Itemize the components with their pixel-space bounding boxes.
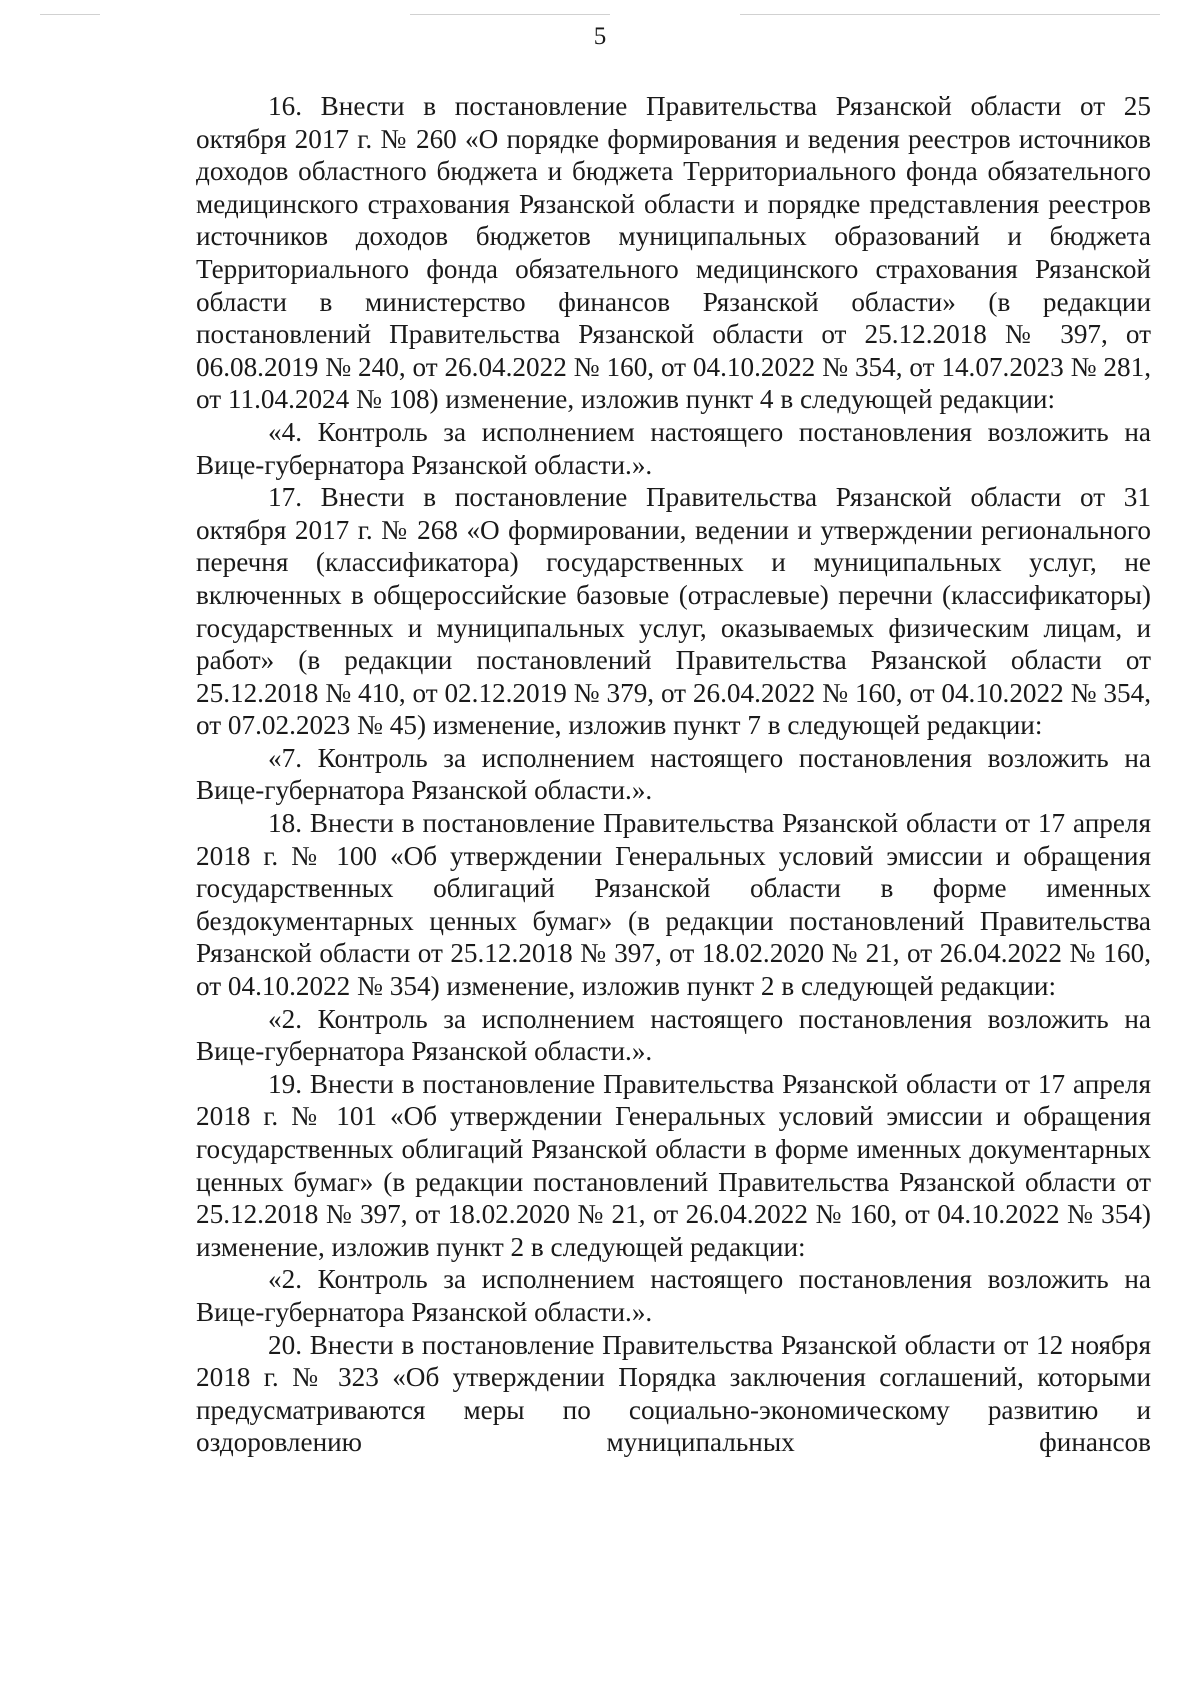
paragraph-20: 20. Внести в постановление Правительства Рязанской области от 12 ноября 2018 г. № 323 «Об утверждении Порядка заключения соглашений, которыми предусматриваются меры по социально-экономическому развитию и оздоровлению муниципальных финансов xyxy=(196,1329,1151,1458)
document-body xyxy=(196,90,1151,1459)
paragraph-19-quote: «2. Контроль за исполнением настоящего постановления возложить на Вице-губернатора Рязанской области.». xyxy=(196,1264,1151,1327)
paragraph-18: 18. Внести в постановление Правительства Рязанской области от 17 апреля 2018 г. № 100 «Об утверждении Генеральных условий эмиссии и обращения государственных облигаций Рязанской области в форме именных бездокументарных ценных бумаг» (в редакции постановлений Правительства Рязанской области от 25.12.2018 № 397, от 18.02.2020 № 21, от 26.04.2022 № 160, от 04.10.2022 № 354) изменение, изложив пункт 2 в следующей редакции: xyxy=(196,808,1151,1002)
page-number: 5 xyxy=(593,23,607,50)
paragraph-18-quote: «2. Контроль за исполнением настоящего постановления возложить на Вице-губернатора Рязанской области.». xyxy=(196,1003,1151,1067)
paragraph-19: 19. Внести в постановление Правительства Рязанской области от 17 апреля 2018 г. № 101 «Об утверждении Генеральных условий эмиссии и обращения государственных облигаций Рязанской области в форме именных документарных ценных бумаг» (в редакции постановлений Правительства Рязанской области от 25.12.2018 № 397, от 18.02.2020 № 21, от 26.04.2022 № 160, от 04.10.2022 № 354) изменение, изложив пункт 2 в следующей редакции: xyxy=(196,1068,1151,1262)
paragraph-16: 16. Внести в постановление Правительства Рязанской области от 25 октября 2017 г. № 260 «О порядке формирования и ведения реестров источников доходов областного бюджета и бюджета Территориального фонда обязательного медицинского страхования Рязанской области и порядке представления реестров источников доходов бюджетов муниципальных образований и бюджета Территориального фонда обязательного медицинского страхования Рязанской области в министерство финансов Рязанской области» (в редакции постановлений Правительства Рязанской области от 25.12.2018 № 397, от 06.08.2019 № 240, от 26.04.2022 № 160, от 04.10.2022 № 354, от 14.07.2023 № 281, от 11.04.2024 № 108) изменение, изложив пункт 4 в следующей редакции: xyxy=(196,91,1151,415)
scan-artifact-right xyxy=(740,14,1160,15)
scan-artifact-center xyxy=(410,14,610,15)
paragraph-16-quote: «4. Контроль за исполнением настоящего постановления возложить на Вице-губернатора Рязанской области.». xyxy=(196,416,1151,480)
paragraph-17-quote: «7. Контроль за исполнением настоящего постановления возложить на Вице-губернатора Рязанской области.». xyxy=(196,742,1151,806)
scan-artifact-left xyxy=(40,14,100,15)
paragraph-17: 17. Внести в постановление Правительства Рязанской области от 31 октября 2017 г. № 268 «О формировании, ведении и утверждении регионального перечня (классификатора) государственных и муниципальных услуг, не включенных в общероссийские базовые (отраслевые) перечни (классификаторы) государственных и муниципальных услуг, оказываемых физическим лицам, и работ» (в редакции постановлений Правительства Рязанской области от 25.12.2018 № 410, от 02.12.2019 № 379, от 26.04.2022 № 160, от 04.10.2022 № 354, от 07.02.2023 № 45) изменение, изложив пункт 7 в следующей редакции: xyxy=(196,482,1151,741)
